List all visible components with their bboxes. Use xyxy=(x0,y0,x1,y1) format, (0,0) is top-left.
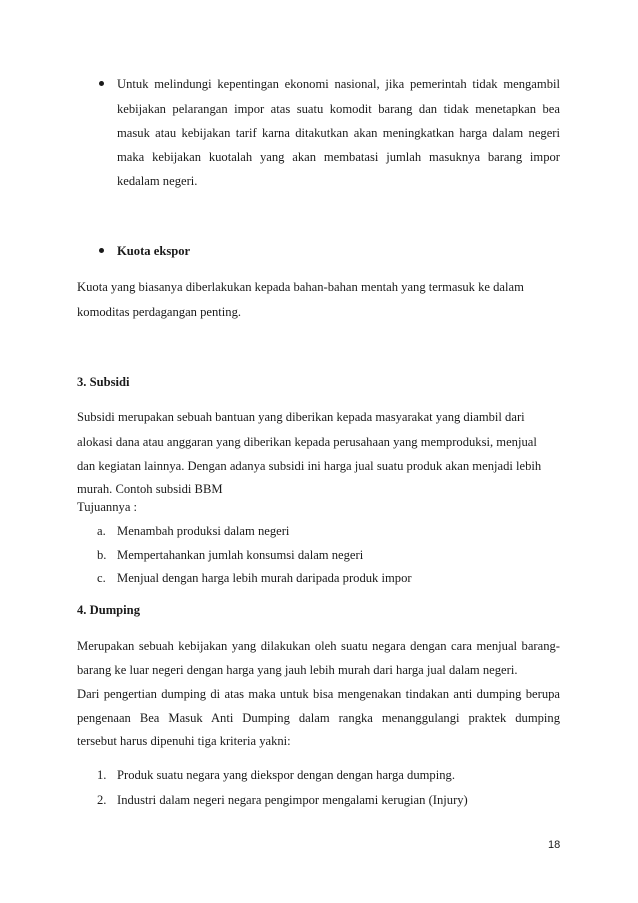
subsidi-line-2: alokasi dana atau anggaran yang diberikan kepada perusahaan yang memproduksi, menjual xyxy=(77,435,537,449)
bullet1-line-5: kedalam negeri. xyxy=(117,174,198,188)
list-item: Mempertahankan jumlah konsumsi dalam negeri xyxy=(117,548,364,562)
subsidi-line-1: Subsidi merupakan sebuah bantuan yang diberikan kepada masyarakat yang diambil dari xyxy=(77,410,525,424)
kuota-ekspor-line-2: komoditas perdagangan penting. xyxy=(77,305,242,319)
list-item: Produk suatu negara yang diekspor dengan dengan harga dumping. xyxy=(117,768,455,782)
kuota-ekspor-line-1: Kuota yang biasanya diberlakukan kepada bahan-bahan mentah yang termasuk ke dalam xyxy=(77,280,524,294)
page-number: 18 xyxy=(548,839,561,851)
list-item: Menjual dengan harga lebih murah daripada produk impor xyxy=(117,571,412,585)
bullet1-line-1: Untuk melindungi kepentingan ekonomi nasional, jika pemerintah tidak mengambil xyxy=(117,77,560,91)
dumping-heading: 4. Dumping xyxy=(77,603,140,617)
dumping-line-2: barang ke luar negeri dengan harga yang jauh lebih murah dari harga jual dalam negeri. xyxy=(77,663,518,677)
kuota-ekspor-heading: Kuota ekspor xyxy=(117,244,191,258)
subsidi-heading: 3. Subsidi xyxy=(77,375,130,389)
subsidi-line-4: murah. Contoh subsidi BBM xyxy=(77,482,223,496)
list-item: Menambah produksi dalam negeri xyxy=(117,524,290,538)
bullet-dot xyxy=(99,81,104,86)
bullet1-line-2: kebijakan pelarangan impor atas suatu komodit barang dan tidak menetapkan bea xyxy=(117,102,560,116)
bullet1-line-3: masuk atau kebijakan tarif karna ditakutkan akan meningkatkan harga dalam negeri xyxy=(117,126,560,140)
list-marker: 1. xyxy=(97,768,107,782)
list-marker: 2. xyxy=(97,793,107,807)
list-marker: a. xyxy=(97,524,106,538)
bullet-dot xyxy=(99,248,104,253)
dumping-line-1: Merupakan sebuah kebijakan yang dilakukan oleh suatu negara dengan cara menjual barang- xyxy=(77,639,560,653)
dumping-line-3: Dari pengertian dumping di atas maka untuk bisa mengenakan tindakan anti dumping berupa xyxy=(77,687,560,701)
dumping-line-5: tersebut harus dipenuhi tiga kriteria yakni: xyxy=(77,734,291,748)
list-marker: c. xyxy=(97,571,106,585)
bullet1-line-4: maka kebijakan kuotalah yang akan membatasi jumlah masuknya barang impor xyxy=(117,150,560,164)
subsidi-line-3: dan kegiatan lainnya. Dengan adanya subsidi ini harga jual suatu produk akan menjadi lebih xyxy=(77,459,542,473)
tujuan-label: Tujuannya : xyxy=(77,500,138,514)
list-item: Industri dalam negeri negara pengimpor mengalami kerugian (Injury) xyxy=(117,793,468,807)
dumping-line-4: pengenaan Bea Masuk Anti Dumping dalam rangka menanggulangi praktek dumping xyxy=(77,711,560,725)
list-marker: b. xyxy=(97,548,107,562)
